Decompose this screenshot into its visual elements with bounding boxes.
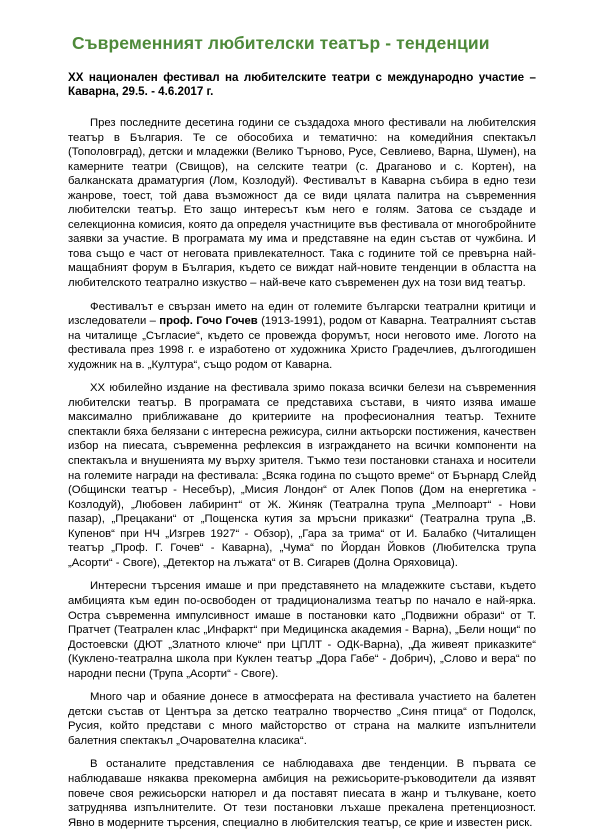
page-title: Съвременният любителски театър - тенденции [72,33,490,53]
festival-subtitle: XX национален фестивал на любителските театри с международно участие – Каварна, 29.5. - 4.6.2017 г. [68,71,536,98]
paragraph-founder [68,300,536,373]
article-body [68,116,536,830]
paragraph-jubilee: XX юбилейно издание на фестивала зримо показа всички белези на съвременния любителски театър. В програмата се представиха състави, в чиято изява имаше максимално приближаване до критериите на професионалния театър. Техните спектакли бяха белязани с интересна режисура, силни актьорски постижения, качествен избор на пиесата, съвременна рефлексия в изграждането на всички компоненти на спектакъла и внушенията му върху зрителя. Тъкмо тези постановки станаха и носители на големите награди на фестивала: „Всяка година по същото време“ от Бърнард Слейд (Общински театър - Несебър), „Мисия Лондон“ от Алек Попов (Дом на енергетика - Козлодуй), „Любовен лабиринт“ от Ж. Жиняк (Театрална трупа „Мелпоарт“ - Нови пазар), „Прецакани“ от „Пощенска кутия за мръсни приказки“ (Театрална трупа „В. Купенов“ при НЧ „Изгрев 1927“ - Обзор), „Гара за трима“ от И. Балабко (Читалищен театър „Проф. Г. Гочев“ - Каварна), „Чума“ по Йордан Йовков (Любителска трупа „Асорти“ - Своге), „Детектор на лъжата“ от В. Сигарев (Долна Оряховица). [68,382,536,569]
paragraph-youth: Интересни търсения имаше и при представянето на младежките състави, където амбицията към един по-освободен от традиционализма театър по начало е най-ярка. Остра съвременна импулсивност имаше в постановки като „Подвижни образи“ от Т. Пратчет (Театрален клас „Инфаркт“ при Медицинска академия - Варна), „Бели нощи“ по Достоевски (ДЮТ „Златното ключе“ при ЦПЛТ - ОДК-Варна), „Да живеят приказките“ (Куклено-театрална школа при Куклен театър „Дора Габе“ - Добрич), „Слово и вера“ по народни песни (Трупа „Асорти“ - Своге). [68,580,536,680]
paragraph-tendencies: В останалите представления се наблюдаваха две тенденции. В първата се наблюдаваше някаква прекомерна амбиция на режисьорите-ръководители да изявят повече своя режисьорски натюрел и да поставят пиесата в жанр и тълкуване, което затруднява изпълнителите. От тези постановки лъхаше прекалена претенциозност. Явно в модерните търсения, специално в любителския театър, се крие и известен риск. [68,758,536,829]
founder-intro-text: Фестивалът е свързан името на един от големите български театрални критици и изследователи – [68,300,536,328]
founder-rest-text: (1913-1991), родом от Каварна. Театралният състав на читалище „Съгласие“, където се провежда форумът, носи неговото име. Логото на фестивала през 1998 г. е изработено от художника Христо Градечлиев, дългогодишен художник на в. „Култура“, също родом от Каварна. [68,315,537,371]
founder-name: проф. Гочо Гочев [159,315,258,328]
paragraph-intro: През последните десетина години се създадоха много фестивали на любителския театър в България. Те се обособиха и тематично: на комедийния спектакъл (Тополовград), детски и младежки (Велико Търново, Русе, Севлиево, Варна, Шумен), на камерните театри (Свищов), на селските театри (с. Драганово и с. Кортен), на балканската драматургия (Лом, Козлодуй). Фестивалът в Каварна събира в едно тези жанрове, тоест, той дава възможност да се види цялата палитра на съвременния любителски театър. Ето защо интересът към него е голям. Затова се създаде и селекционна комисия, която да определя участниците във фестивала от многобройните заявки за участие. В програмата му има и представяне на един състав от чужбина. И това също е част от неговата привлекателност. Така с годините той се превърна най-мащабният форум в България, където се виждат най-новите тенденции в областта на любителското театрално изкуство – най-вече като съвременен дух на този вид театър. [68,117,536,290]
paragraph-ballet: Много чар и обаяние донесе в атмосферата на фестивала участието на балетен детски състав от Центъра за детско театрално творчество „Синя птица“ от Подолск, Русия, който представи с много майсторство от страна на малките изпълнители балетния спектакъл „Очарователна класика“. [68,691,536,747]
